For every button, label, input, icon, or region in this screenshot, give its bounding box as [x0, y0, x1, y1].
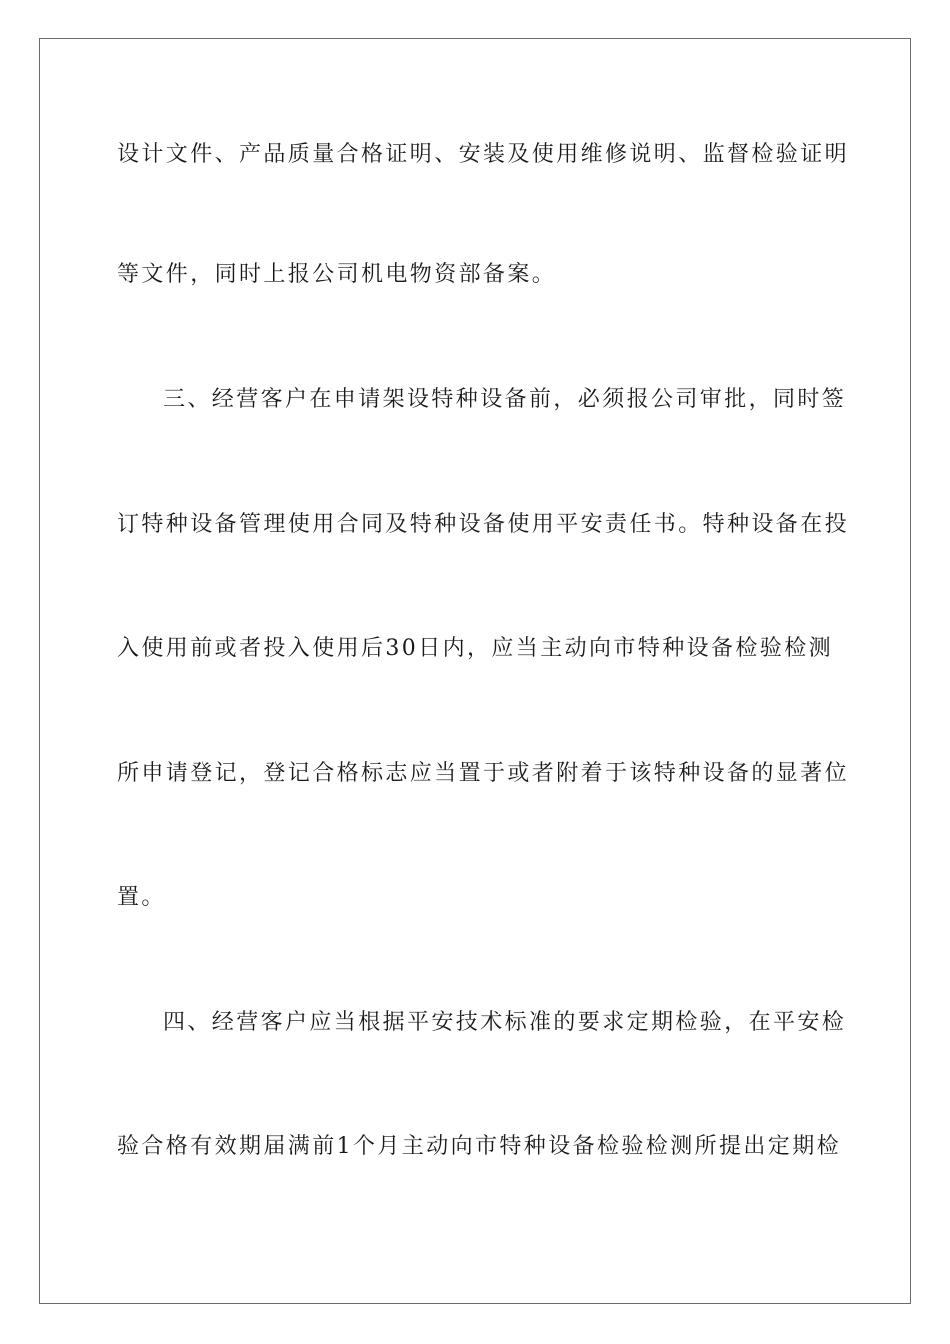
text-line-6: 所申请登记，登记合格标志应当置于或者附着于该特种设备的显著位: [117, 761, 850, 786]
text-line-4: 订特种设备管理使用合同及特种设备使用平安责任书。特种设备在投: [117, 512, 850, 537]
text-line-7: 置。: [117, 885, 166, 910]
paragraph-four-start: 四、经营客户应当根据平安技术标准的要求定期检验，在平安检: [163, 1010, 847, 1035]
paragraph-three-start: 三、经营客户在申请架设特种设备前，必须报公司审批，同时签: [163, 387, 847, 412]
text-line-9: 验合格有效期届满前1个月主动向市特种设备检验检测所提出定期检: [117, 1134, 841, 1159]
text-line-1: 设计文件、产品质量合格证明、安装及使用维修说明、监督检验证明: [117, 142, 850, 167]
text-line-5: 入使用前或者投入使用后30日内，应当主动向市特种设备检验检测: [117, 636, 833, 661]
text-line-2: 等文件，同时上报公司机电物资部备案。: [117, 262, 557, 287]
page-border: [39, 38, 911, 1304]
